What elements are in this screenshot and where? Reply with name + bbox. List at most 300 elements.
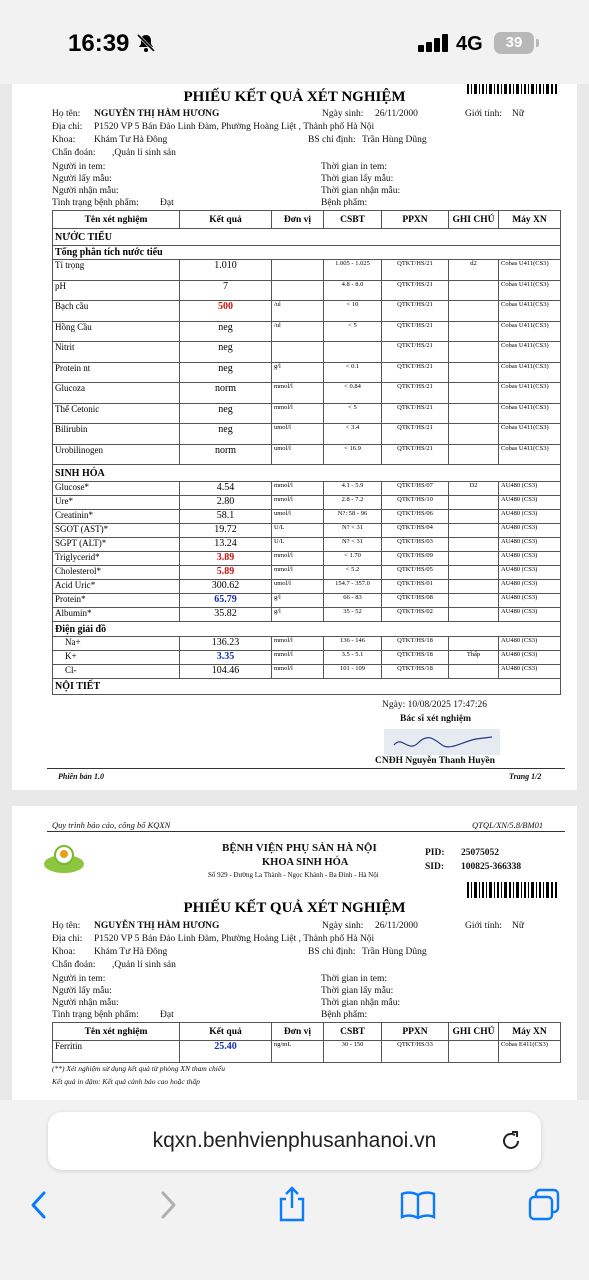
test-note (449, 280, 499, 301)
test-machine: AU480 (CS3) (499, 524, 561, 538)
sign-date: Ngày: 10/08/2025 17:47:26 (382, 700, 488, 710)
signal-icon (418, 34, 450, 57)
test-note (449, 510, 499, 524)
test-note (449, 321, 499, 342)
test-ref-range: 1.005 - 1.025 (324, 260, 382, 281)
test-method: QTKT/HS/02 (382, 608, 449, 622)
test-name: Cholesterol* (53, 566, 180, 580)
test-method: QTKT/HS/01 (382, 580, 449, 594)
test-machine: Cobas U411(CS3) (499, 301, 561, 322)
section-urine: NƯỚC TIỂU (53, 229, 561, 246)
gender-label: Giới tính: (465, 109, 502, 119)
test-note: Thấp (449, 651, 499, 665)
col-ref-range: CSBT (324, 1023, 382, 1041)
test-method: QTKT/HS/05 (382, 566, 449, 580)
test-name: Bạch cầu (53, 301, 180, 322)
address-value: P1520 VP 5 Bán Đảo Linh Đàm, Phường Hoàng Liệt , Thành phố Hà Nội (94, 934, 375, 944)
test-unit: /ul (272, 321, 324, 342)
test-ref-range: < 0.84 (324, 383, 382, 404)
col-result: Kết quả (180, 1023, 272, 1041)
test-ref-range: 154.7 - 357.0 (324, 580, 382, 594)
test-name: Cl- (53, 665, 180, 679)
test-machine: Cobas U411(CS3) (499, 321, 561, 342)
sid-label: SID: (425, 862, 445, 872)
test-machine: Cobas U411(CS3) (499, 383, 561, 404)
specimen-state-label: Tình trạng bệnh phẩm: (52, 1010, 139, 1020)
test-method: QTKT/HS/06 (382, 510, 449, 524)
table-header-row (53, 1023, 561, 1041)
test-name: Creatinin* (53, 510, 180, 524)
test-method: QTKT/HS/21 (382, 403, 449, 424)
hospital-address: Số 929 - Đường La Thành - Ngọc Khánh - Ba Đình - Hà Nội (208, 871, 379, 879)
test-machine: Cobas U411(CS3) (499, 280, 561, 301)
test-unit: mmol/l (272, 637, 324, 651)
test-unit: umol/l (272, 424, 324, 445)
test-ref-range: < 0.1 (324, 362, 382, 383)
test-machine: AU480 (CS3) (499, 594, 561, 608)
test-result: 500 (180, 301, 272, 322)
table-row (53, 321, 561, 342)
col-machine: Máy XN (499, 1023, 561, 1041)
section-urine-sub: Tổng phân tích nước tiểu (53, 246, 561, 260)
section-row (53, 229, 561, 246)
test-method: QTKT/HS/21 (382, 424, 449, 445)
hospital-logo (40, 842, 88, 876)
test-unit: U/L (272, 538, 324, 552)
table-row (53, 1041, 561, 1063)
test-note (449, 1041, 499, 1063)
test-name: Urobilinogen (53, 444, 180, 465)
test-name: SGPT (ALT)* (53, 538, 180, 552)
col-method: PPXN (382, 211, 449, 229)
test-unit: mmol/l (272, 552, 324, 566)
test-ref-range (324, 342, 382, 363)
test-note: D2 (449, 482, 499, 496)
test-result: 3.35 (180, 651, 272, 665)
test-name: Tỉ trọng (53, 260, 180, 281)
test-machine: AU480 (CS3) (499, 580, 561, 594)
patient-name: NGUYỄN THỊ HÀM HƯƠNG (94, 921, 220, 931)
table-row (53, 510, 561, 524)
test-result: 136.23 (180, 637, 272, 651)
test-method: QTKT/HS/18 (382, 637, 449, 651)
test-ref-range: < 5 (324, 321, 382, 342)
test-ref-range: N? < 31 (324, 538, 382, 552)
test-note (449, 444, 499, 465)
test-result: neg (180, 321, 272, 342)
test-result: neg (180, 424, 272, 445)
test-unit: mmol/l (272, 566, 324, 580)
test-machine: Cobas E411(CS3) (499, 1041, 561, 1063)
test-name: Thể Cetonic (53, 403, 180, 424)
test-result: 35.82 (180, 608, 272, 622)
test-unit: /ul (272, 301, 324, 322)
test-result: 65.79 (180, 594, 272, 608)
test-unit: mmol/l (272, 496, 324, 510)
test-ref-range: 66 - 83 (324, 594, 382, 608)
dob-label: Ngày sinh: (322, 921, 364, 931)
test-note (449, 637, 499, 651)
table-row (53, 637, 561, 651)
test-note (449, 403, 499, 424)
test-name: Albumin* (53, 608, 180, 622)
table-row (53, 608, 561, 622)
section-row (53, 622, 561, 637)
doctor-value: Trần Hùng Dũng (362, 135, 427, 145)
table-row (53, 342, 561, 363)
test-ref-range: 101 - 109 (324, 665, 382, 679)
doctor-value: Trần Hùng Dũng (362, 947, 427, 957)
test-name: Glucose* (53, 482, 180, 496)
dob-label: Ngày sinh: (322, 109, 364, 119)
test-name: Ure* (53, 496, 180, 510)
test-ref-range: 136 - 146 (324, 637, 382, 651)
test-result: norm (180, 383, 272, 404)
test-name: Nitrit (53, 342, 180, 363)
test-machine: AU480 (CS3) (499, 665, 561, 679)
test-result: 3.89 (180, 552, 272, 566)
header-divider (47, 831, 565, 832)
test-unit: mmol/l (272, 403, 324, 424)
report-title-2: PHIẾU KẾT QUẢ XÉT NGHIỆM (183, 900, 406, 916)
test-unit: umol/l (272, 510, 324, 524)
table-row (53, 496, 561, 510)
hospital-name: BỆNH VIỆN PHỤ SẢN HÀ NỘI (222, 842, 377, 854)
address-value: P1520 VP 5 Bán Đảo Linh Đàm, Phường Hoàng Liệt , Thành phố Hà Nội (94, 122, 375, 132)
sample-time-label: Thời gian lấy mẫu: (321, 986, 394, 996)
pid-label: PID: (425, 848, 445, 858)
report-page-2 (12, 806, 577, 1102)
test-machine: AU480 (CS3) (499, 510, 561, 524)
test-result: neg (180, 362, 272, 383)
test-machine: Cobas U411(CS3) (499, 403, 561, 424)
test-ref-range: 2.8 - 7.2 (324, 496, 382, 510)
table-row (53, 444, 561, 465)
test-unit: g/l (272, 608, 324, 622)
test-result: 4.54 (180, 482, 272, 496)
print-time-label: Thời gian in tem: (321, 162, 387, 172)
table-row (53, 566, 561, 580)
test-unit: mmol/l (272, 665, 324, 679)
test-name: Triglycerid* (53, 552, 180, 566)
test-name: Na+ (53, 637, 180, 651)
test-method: QTKT/HS/10 (382, 496, 449, 510)
test-machine: AU480 (CS3) (499, 482, 561, 496)
table-row (53, 538, 561, 552)
test-unit (272, 260, 324, 281)
barcode (467, 882, 559, 898)
table-header-row (53, 211, 561, 229)
test-method: QTKT/HS/08 (382, 594, 449, 608)
test-name: Hồng Cầu (53, 321, 180, 342)
dob-value: 26/11/2000 (375, 921, 418, 931)
test-note (449, 424, 499, 445)
col-machine: Máy XN (499, 211, 561, 229)
table-row (53, 594, 561, 608)
section-biochem: SINH HÓA (53, 465, 561, 482)
diag-label: Chẩn đoán: (52, 960, 96, 970)
test-ref-range: N? < 31 (324, 524, 382, 538)
table-row (53, 482, 561, 496)
test-result: 25.40 (180, 1041, 272, 1063)
name-label: Họ tên: (52, 109, 81, 119)
table-row (53, 362, 561, 383)
test-machine: Cobas U411(CS3) (499, 444, 561, 465)
test-method: QTKT/HS/21 (382, 383, 449, 404)
receive-time-label: Thời gian nhận mẫu: (321, 998, 401, 1008)
test-note (449, 383, 499, 404)
table-row (53, 651, 561, 665)
status-bar (0, 0, 589, 84)
col-note: GHI CHÚ (449, 211, 499, 229)
test-method: QTKT/HS/18 (382, 665, 449, 679)
table-row (53, 552, 561, 566)
col-ref-range: CSBT (324, 211, 382, 229)
col-unit: Đơn vị (272, 1023, 324, 1041)
test-machine: AU480 (CS3) (499, 552, 561, 566)
test-unit: mmol/l (272, 383, 324, 404)
test-note (449, 665, 499, 679)
section-row (53, 679, 561, 695)
test-ref-range: 4.8 - 8.0 (324, 280, 382, 301)
section-electrolyte: Điện giải đồ (53, 622, 561, 637)
printer-label: Người in tem: (52, 162, 106, 172)
section-row (53, 465, 561, 482)
test-machine: AU480 (CS3) (499, 608, 561, 622)
test-method: QTKT/HS/21 (382, 321, 449, 342)
results-table-2 (52, 1022, 561, 1063)
test-result: 19.72 (180, 524, 272, 538)
battery-tip (536, 39, 539, 47)
test-ref-range: 3.5 - 5.1 (324, 651, 382, 665)
test-result: 13.24 (180, 538, 272, 552)
reload-icon[interactable] (498, 1128, 524, 1159)
test-unit: mmol/l (272, 651, 324, 665)
gender-label: Giới tính: (465, 921, 502, 931)
specimen-state-label: Tình trạng bệnh phẩm: (52, 198, 139, 208)
status-time: 16:39 (68, 30, 130, 57)
test-note (449, 538, 499, 552)
test-result: neg (180, 342, 272, 363)
printer-label: Người in tem: (52, 974, 106, 984)
report-page-1 (12, 84, 577, 790)
doctor-label: BS chỉ định: (308, 135, 356, 145)
receiver-label: Người nhận mẫu: (52, 998, 119, 1008)
col-method: PPXN (382, 1023, 449, 1041)
test-ref-range: 30 - 150 (324, 1041, 382, 1063)
test-result: 300.62 (180, 580, 272, 594)
test-unit: umol/l (272, 444, 324, 465)
test-ref-range: < 5 (324, 403, 382, 424)
results-table (52, 210, 561, 695)
address-label: Địa chỉ: (52, 934, 83, 944)
test-result: 2.80 (180, 496, 272, 510)
test-note (449, 580, 499, 594)
test-result: 1.010 (180, 260, 272, 281)
test-machine: Cobas U411(CS3) (499, 260, 561, 281)
address-bar[interactable] (48, 1112, 541, 1170)
dept-value: Khám Tư Hà Đông (94, 135, 168, 145)
test-result: 104.46 (180, 665, 272, 679)
sign-role: Bác sĩ xét nghiệm (400, 714, 471, 724)
test-name: Protein* (53, 594, 180, 608)
table-row (53, 383, 561, 404)
test-machine: Cobas U411(CS3) (499, 342, 561, 363)
test-note (449, 362, 499, 383)
diag-value: ,Quản lí sinh sản (112, 960, 176, 970)
test-result: 58.1 (180, 510, 272, 524)
test-result: neg (180, 403, 272, 424)
test-note: d2 (449, 260, 499, 281)
test-machine: AU480 (CS3) (499, 637, 561, 651)
table-row (53, 524, 561, 538)
forward-icon[interactable] (155, 1190, 179, 1225)
test-machine: Cobas U411(CS3) (499, 424, 561, 445)
test-unit: g/l (272, 362, 324, 383)
test-note (449, 301, 499, 322)
test-machine: AU480 (CS3) (499, 538, 561, 552)
test-method: QTKT/HS/21 (382, 301, 449, 322)
test-name: pH (53, 280, 180, 301)
back-icon[interactable] (28, 1190, 52, 1225)
specimen-label: Bệnh phẩm: (321, 198, 368, 208)
test-ref-range: < 1.70 (324, 552, 382, 566)
table-row (53, 301, 561, 322)
diag-value: ,Quản lí sinh sản (112, 148, 176, 158)
section-row (53, 246, 561, 260)
test-method: QTKT/HS/21 (382, 362, 449, 383)
test-machine: AU480 (CS3) (499, 496, 561, 510)
bookmarks-icon[interactable] (400, 1190, 436, 1225)
test-unit (272, 342, 324, 363)
test-ref-range: 4.1 - 5.9 (324, 482, 382, 496)
col-result: Kết quả (180, 211, 272, 229)
test-unit: g/l (272, 594, 324, 608)
col-test-name: Tên xét nghiệm (53, 1023, 180, 1041)
url-text[interactable]: kqxn.benhvienphusanhanoi.vn (152, 1129, 437, 1152)
footer-divider (47, 768, 565, 769)
test-unit: ng/mL (272, 1041, 324, 1063)
section-endocrine: NỘI TIẾT (53, 679, 561, 695)
network-type: 4G (456, 33, 483, 55)
receiver-label: Người nhận mẫu: (52, 186, 119, 196)
test-ref-range: < 10 (324, 301, 382, 322)
specimen-state-value: Đạt (160, 1010, 174, 1020)
test-name: SGOT (AST)* (53, 524, 180, 538)
sid-value: 100825-366338 (461, 862, 522, 872)
test-note (449, 342, 499, 363)
table-row (53, 260, 561, 281)
name-label: Họ tên: (52, 921, 81, 931)
test-machine: AU480 (CS3) (499, 566, 561, 580)
test-unit: U/L (272, 524, 324, 538)
test-machine: AU480 (CS3) (499, 651, 561, 665)
share-icon[interactable] (277, 1186, 307, 1227)
test-name: Protein nt (53, 362, 180, 383)
dept-label: Khoa: (52, 135, 76, 145)
col-test-name: Tên xét nghiệm (53, 211, 180, 229)
test-note (449, 566, 499, 580)
test-note (449, 594, 499, 608)
test-unit (272, 280, 324, 301)
dept-label: Khoa: (52, 947, 76, 957)
test-method: QTKT/HS/21 (382, 260, 449, 281)
test-note (449, 608, 499, 622)
test-method: QTKT/HS/21 (382, 342, 449, 363)
col-note: GHI CHÚ (449, 1023, 499, 1041)
test-method: QTKT/HS/03 (382, 538, 449, 552)
sampler-label: Người lấy mẫu: (52, 986, 112, 996)
pid-value: 25075052 (461, 848, 499, 858)
tabs-icon[interactable] (527, 1188, 561, 1227)
test-method: QTKT/HS/04 (382, 524, 449, 538)
test-note (449, 496, 499, 510)
gender-value: Nữ (512, 109, 525, 119)
test-method: QTKT/HS/09 (382, 552, 449, 566)
department-name: KHOA SINH HÓA (262, 857, 349, 868)
test-method: QTKT/HS/33 (382, 1041, 449, 1063)
test-name: K+ (53, 651, 180, 665)
signature-image (384, 729, 500, 755)
print-time-label: Thời gian in tem: (321, 974, 387, 984)
sign-name: CNĐH Nguyễn Thanh Huyền (375, 756, 495, 766)
test-unit: mmol/l (272, 482, 324, 496)
specimen-label: Bệnh phẩm: (321, 1010, 368, 1020)
address-label: Địa chỉ: (52, 122, 83, 132)
test-method: QTKT/HS/21 (382, 280, 449, 301)
table-row (53, 403, 561, 424)
diag-label: Chẩn đoán: (52, 148, 96, 158)
test-ref-range: < 16.9 (324, 444, 382, 465)
patient-name: NGUYỄN THỊ HÀM HƯƠNG (94, 109, 220, 119)
test-note (449, 524, 499, 538)
dept-value: Khám Tư Hà Đông (94, 947, 168, 957)
sample-time-label: Thời gian lấy mẫu: (321, 174, 394, 184)
receive-time-label: Thời gian nhận mẫu: (321, 186, 401, 196)
test-ref-range: < 3.4 (324, 424, 382, 445)
footnote-reference: (**) Xét nghiệm sử dụng kết quả từ phòng XN tham chiếu (52, 1064, 225, 1073)
table-row (53, 665, 561, 679)
test-method: QTKT/HS/07 (382, 482, 449, 496)
col-unit: Đơn vị (272, 211, 324, 229)
test-name: Ferritin (53, 1041, 180, 1063)
test-unit: umol/l (272, 580, 324, 594)
report-title: PHIẾU KẾT QUẢ XÉT NGHIỆM (183, 89, 406, 105)
procedure-label: Quy trình báo cáo, công bố KQXN (52, 820, 171, 830)
table-row (53, 424, 561, 445)
form-code: QTQL/XN/5.8/BM01 (472, 820, 544, 830)
test-name: Bilirubin (53, 424, 180, 445)
battery-icon: 39 (494, 32, 534, 54)
page-number: Trang 1/2 (509, 772, 542, 781)
version-label: Phiên bản 1.0 (58, 772, 105, 781)
test-ref-range: < 5.2 (324, 566, 382, 580)
bell-muted-icon (136, 33, 156, 58)
table-row (53, 280, 561, 301)
test-note (449, 552, 499, 566)
test-result: 5.89 (180, 566, 272, 580)
specimen-state-value: Đạt (160, 198, 174, 208)
test-result: 7 (180, 280, 272, 301)
test-ref-range: 35 - 52 (324, 608, 382, 622)
test-result: norm (180, 444, 272, 465)
test-machine: Cobas U411(CS3) (499, 362, 561, 383)
test-method: QTKT/HS/21 (382, 444, 449, 465)
test-method: QTKT/HS/18 (382, 651, 449, 665)
test-ref-range: N?: 58 - 96 (324, 510, 382, 524)
doctor-label: BS chỉ định: (308, 947, 356, 957)
dob-value: 26/11/2000 (375, 109, 418, 119)
